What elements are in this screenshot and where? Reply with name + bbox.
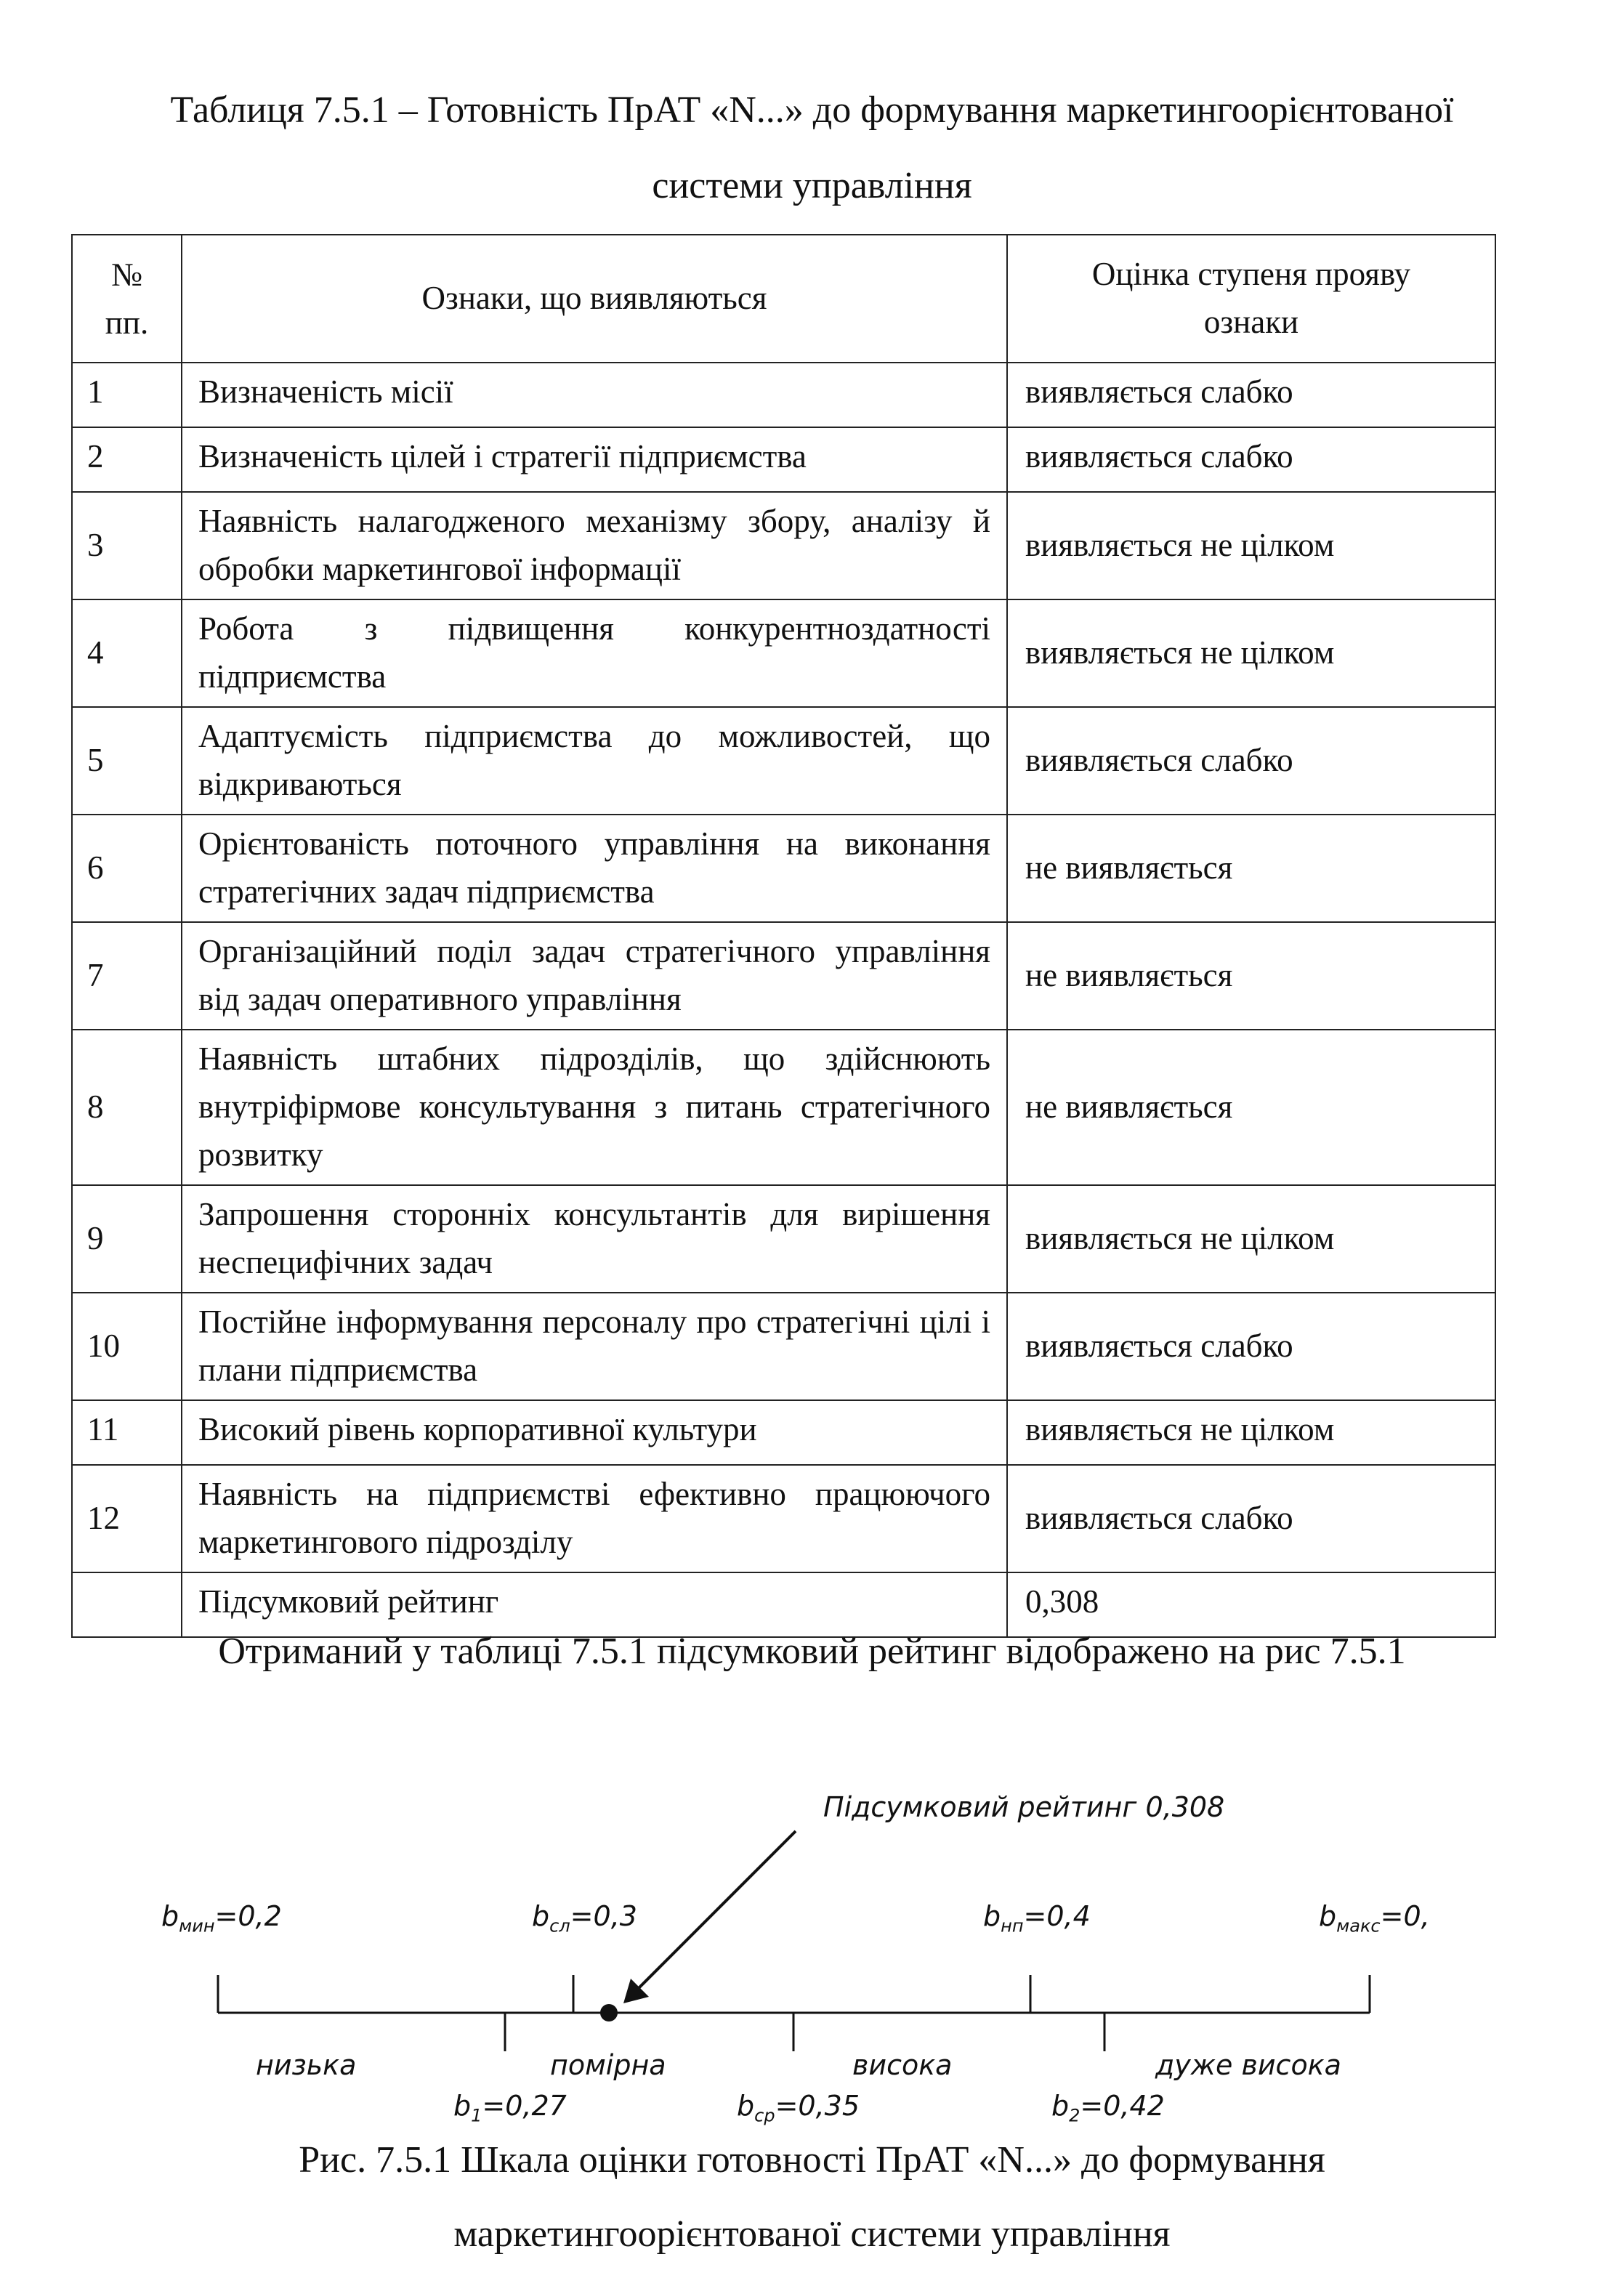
row-evaluation: виявляється слабко <box>1007 363 1495 427</box>
row-feature: Постійне інформування персоналу про стратегічні цілі і плани підприємства <box>182 1293 1007 1400</box>
row-feature: Наявність налагодженого механізму збору, аналізу й обробки маркетингової інформації <box>182 492 1007 599</box>
row-number: 10 <box>72 1293 182 1400</box>
row-number: 2 <box>72 427 182 492</box>
header-evaluation: Оцінка ступеня прояву ознаки <box>1007 235 1495 363</box>
header-feature: Ознаки, що виявляються <box>182 235 1007 363</box>
row-number: 12 <box>72 1465 182 1572</box>
row-evaluation: виявляється слабко <box>1007 707 1495 815</box>
row-number: 3 <box>72 492 182 599</box>
row-evaluation: не виявляється <box>1007 1030 1495 1185</box>
row-number: 7 <box>72 922 182 1030</box>
zone-low: низька <box>256 2049 357 2081</box>
body-paragraph: Отриманий у таблиці 7.5.1 підсумковий рейтинг відображено на рис 7.5.1 <box>218 1631 1406 1672</box>
row-feature: Наявність штабних підрозділів, що здійснюють внутріфірмове консультування з питань стратегічного розвитку <box>182 1030 1007 1185</box>
row-number: 6 <box>72 815 182 922</box>
row-number: 5 <box>72 707 182 815</box>
pointer-label: Підсумковий рейтинг 0,308 <box>823 1791 1225 1823</box>
label-b-sr: $b_{ср}=0,35$ <box>737 2090 860 2126</box>
zone-very-high: дуже висока <box>1155 2049 1341 2081</box>
row-feature: Наявність на підприємстві ефективно працюючого маркетингового підрозділу <box>182 1465 1007 1572</box>
row-evaluation: виявляється слабко <box>1007 427 1495 492</box>
row-evaluation: не виявляється <box>1007 815 1495 922</box>
row-evaluation: виявляється не цілком <box>1007 492 1495 599</box>
header-number: № пп. <box>72 235 182 363</box>
row-feature: Робота з підвищення конкурентноздатності підприємства <box>182 599 1007 707</box>
table-caption-line2: системи управління <box>652 165 972 206</box>
row-feature: Організаційний поділ задач стратегічного управління від задач оперативного управління <box>182 922 1007 1030</box>
row-number: 8 <box>72 1030 182 1185</box>
row-feature: Адаптуємість підприємства до можливостей, що відкриваються <box>182 707 1007 815</box>
label-b-max: $b_{макс}=0$, <box>1319 1900 1430 1936</box>
pointer-arrow-line <box>634 1831 796 1993</box>
row-number: 1 <box>72 363 182 427</box>
row-evaluation: виявляється слабко <box>1007 1465 1495 1572</box>
rating-marker <box>600 2004 618 2021</box>
row-number: 11 <box>72 1400 182 1465</box>
row-feature: Підсумковий рейтинг <box>182 1572 1007 1637</box>
label-b-sl: $b_{сл}=0,3$ <box>532 1900 637 1936</box>
row-feature: Визначеність місії <box>182 363 1007 427</box>
label-b-np: $b_{нп}=0,4$ <box>983 1900 1091 1936</box>
row-feature: Визначеність цілей і стратегії підприємства <box>182 427 1007 492</box>
label-b-min: $b_{мин}=0,2$ <box>161 1900 282 1936</box>
table-caption-line1: Таблиця 7.5.1 – Готовність ПрАТ «N...» до формування маркетингоорієнтованої <box>170 89 1454 131</box>
row-feature: Орієнтованість поточного управління на виконання стратегічних задач підприємства <box>182 815 1007 922</box>
zone-moderate: помірна <box>550 2049 666 2081</box>
row-evaluation: виявляється слабко <box>1007 1293 1495 1400</box>
row-feature: Високий рівень корпоративної культури <box>182 1400 1007 1465</box>
row-evaluation: виявляється не цілком <box>1007 1400 1495 1465</box>
label-b1: $b_1=0,27$ <box>453 2090 567 2126</box>
zone-high: висока <box>852 2049 953 2081</box>
figure-caption-line2: маркетингоорієнтованої системи управління <box>453 2213 1171 2255</box>
label-b2: $b_2=0,42$ <box>1051 2090 1165 2126</box>
row-feature: Запрошення сторонніх консультантів для вирішення неспецифічних задач <box>182 1185 1007 1293</box>
row-evaluation: 0,308 <box>1007 1572 1495 1637</box>
row-number: 9 <box>72 1185 182 1293</box>
figure-caption-line1: Рис. 7.5.1 Шкала оцінки готовності ПрАТ «N...» до формування <box>299 2139 1325 2181</box>
row-evaluation: виявляється не цілком <box>1007 1185 1495 1293</box>
row-evaluation: виявляється не цілком <box>1007 599 1495 707</box>
row-evaluation: не виявляється <box>1007 922 1495 1030</box>
row-number: 4 <box>72 599 182 707</box>
